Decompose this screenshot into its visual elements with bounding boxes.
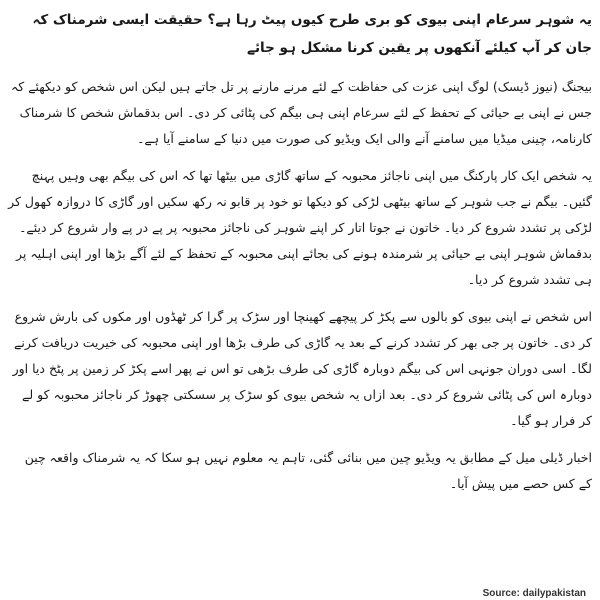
article-paragraph-4: اخبار ڈیلی میل کے مطابق یہ ویڈیو چین میں بنائی گئی، تاہم یہ معلوم نہیں ہو سکا کہ یہ شرمناک واقعہ چین کے کس حصے میں پیش آیا۔ (24, 450, 592, 491)
article-paragraph-1: بیجنگ (نیوز ڈیسک) لوگ اپنی عزت کی حفاظت کے لئے مرنے مارنے پر تل جاتے ہیں لیکن اس شخص کو دیکھئے کہ جس نے اپنی بے حیائی کے تحفظ کے لئے سرعام اپنی ہی بیگم کی پٹائی کر دی۔ اس بدقماش شخص کا شرمناک کارنامہ، چینی میڈیا میں سامنے آنے والی ایک ویڈیو کی صورت میں دنیا کے سامنے آیا ہے۔ (10, 79, 592, 146)
article (8, 6, 592, 508)
article-paragraph-3: اس شخص نے اپنی بیوی کو بالوں سے پکڑ کر پیچھے کھینچا اور سڑک پر گرا کر ٹھڈوں اور مکوں کی بارش شروع کر دی۔ خاتون پر جی بھر کر تشدد کرنے کے بعد یہ گاڑی کی طرف بڑھا اور اپنی محبوبہ کی خیریت دریافت کرنے لگا۔ اسی دوران جونہی اس کی بیگم دوبارہ گاڑی کی طرف بڑھی تو اس نے پھر اسے پکڑ کر زمین پر پٹخ دیا اور دوبارہ اس کی پٹائی شروع کر دی۔ بعد ازاں یہ شخص بیوی کو سڑک پر سسکتی چھوڑ کر ناجائز محبوبہ کو لے کر فرار ہو گیا۔ (12, 309, 592, 428)
source-credit: Source: dailypakistan (482, 588, 586, 599)
article-paragraph-2: یہ شخص ایک کار پارکنگ میں اپنی ناجائز محبوبہ کے ساتھ گاڑی میں بیٹھا تھا کہ اس کی بیگم بھی وہیں پہنچ گئیں۔ بیگم نے جب شوہر کے ساتھ بیٹھی لڑکی کو دیکھا تو خود پر قابو نہ رکھ سکیں اور گاڑی کا دروازہ کھول کر لڑکی پر تشدد شروع کر دیا۔ خاتون نے جوتا اتار کر اپنے شوہر کی ناجائز محبوبہ پر پے در پے وار شروع کر دیئے۔ بدقماش شوہر اپنی بے حیائی پر شرمندہ ہونے کی بجائے اپنی محبوبہ کے تحفظ کے لئے آگے بڑھا اور اپنی اہلیہ پر ہی تشدد شروع کر دیا۔ (8, 168, 592, 287)
article-headline: یہ شوہر سرعام اپنی بیوی کو بری طرح کیوں پیٹ رہا ہے؟ حقیقت ایسی شرمناک کہ جان کر آپ کیلئے آنکھوں پر یقین کرنا مشکل ہو جائے (32, 12, 592, 56)
